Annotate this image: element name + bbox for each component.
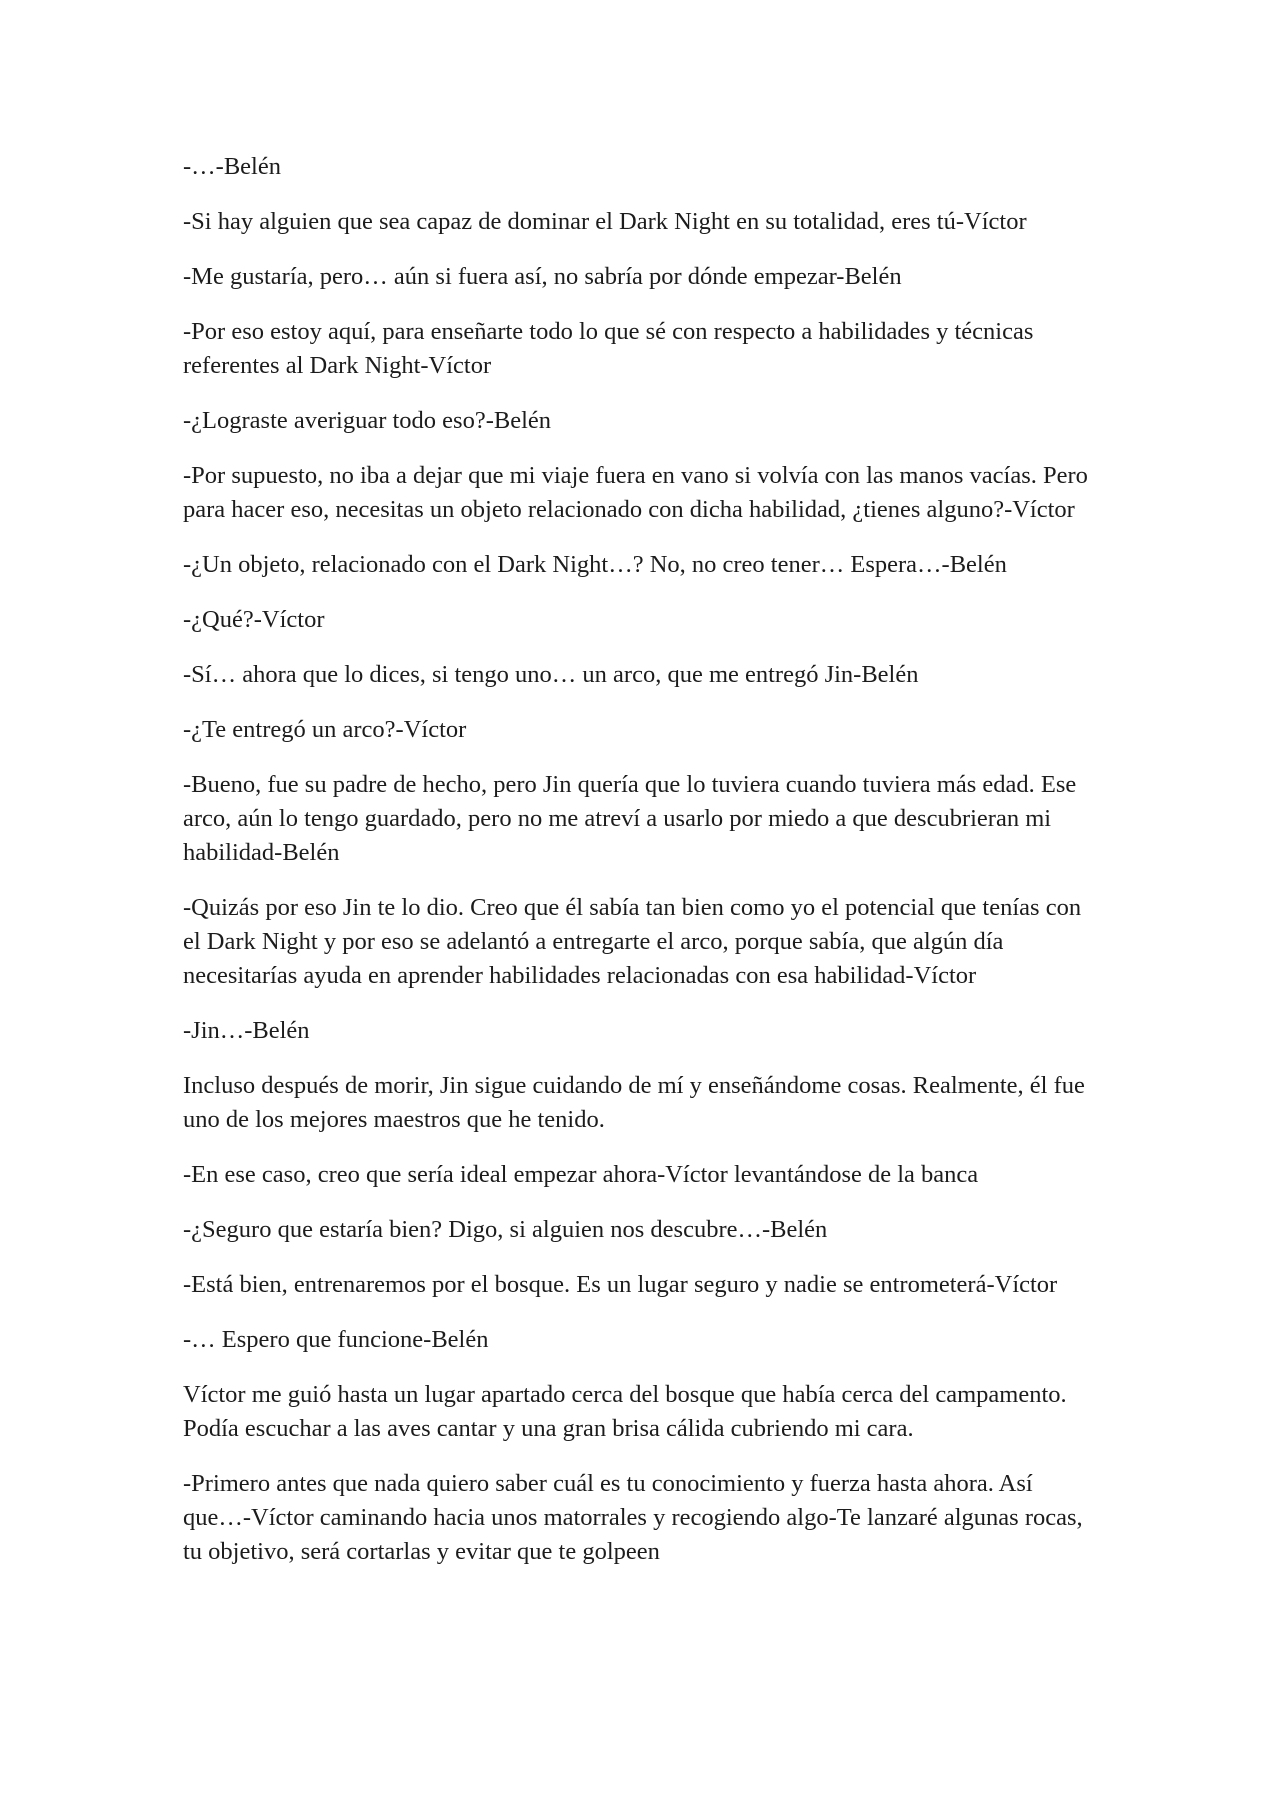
paragraph: -Está bien, entrenaremos por el bosque. Es un lugar seguro y nadie se entrometerá-Víctor bbox=[183, 1271, 1058, 1298]
paragraph: -Primero antes que nada quiero saber cuál es tu conocimiento y fuerza hasta ahora. Así que…-Víctor caminando hacia unos matorrales y recogiendo algo-Te lanzaré algunas rocas, tu objetivo, será cortarlas y evitar que te golpeen bbox=[183, 1470, 1083, 1565]
paragraph: -… Espero que funcione-Belén bbox=[183, 1326, 489, 1353]
paragraph: -¿Un objeto, relacionado con el Dark Night…? No, no creo tener… Espera…-Belén bbox=[183, 551, 1007, 578]
paragraph: -¿Te entregó un arco?-Víctor bbox=[183, 716, 467, 743]
paragraph: -Me gustaría, pero… aún si fuera así, no sabría por dónde empezar-Belén bbox=[183, 263, 902, 290]
paragraph: -Por supuesto, no iba a dejar que mi viaje fuera en vano si volvía con las manos vacías. Pero para hacer eso, necesitas un objeto relacionado con dicha habilidad, ¿tienes alguno?-Víctor bbox=[183, 462, 1088, 523]
paragraph: -Por eso estoy aquí, para enseñarte todo lo que sé con respecto a habilidades y técnicas referentes al Dark Night-Víctor bbox=[183, 318, 1034, 379]
paragraph: -Quizás por eso Jin te lo dio. Creo que él sabía tan bien como yo el potencial que tenías con el Dark Night y por eso se adelantó a entregarte el arco, porque sabía, que algún día necesitarías ayuda en aprender habilidades relacionadas con esa habilidad-Víctor bbox=[183, 894, 1082, 989]
paragraph: -Si hay alguien que sea capaz de dominar el Dark Night en su totalidad, eres tú-Víctor bbox=[183, 208, 1027, 235]
paragraph: -Sí… ahora que lo dices, si tengo uno… un arco, que me entregó Jin-Belén bbox=[183, 661, 919, 688]
paragraph: -En ese caso, creo que sería ideal empezar ahora-Víctor levantándose de la banca bbox=[183, 1161, 979, 1188]
paragraph: -…-Belén bbox=[183, 153, 281, 180]
paragraph: Víctor me guió hasta un lugar apartado cerca del bosque que había cerca del campamento. Podía escuchar a las aves cantar y una gran brisa cálida cubriendo mi cara. bbox=[183, 1381, 1067, 1442]
paragraph: -¿Lograste averiguar todo eso?-Belén bbox=[183, 407, 552, 434]
paragraph: -¿Seguro que estaría bien? Digo, si alguien nos descubre…-Belén bbox=[183, 1216, 828, 1243]
paragraph: -Bueno, fue su padre de hecho, pero Jin quería que lo tuviera cuando tuviera más edad. Ese arco, aún lo tengo guardado, pero no me atreví a usarlo por miedo a que descubrieran mi habilidad-Belén bbox=[183, 771, 1077, 866]
paragraph: Incluso después de morir, Jin sigue cuidando de mí y enseñándome cosas. Realmente, él fue uno de los mejores maestros que he tenido. bbox=[183, 1072, 1085, 1133]
paragraph: -¿Qué?-Víctor bbox=[183, 606, 325, 633]
paragraph: -Jin…-Belén bbox=[183, 1017, 310, 1044]
document-body bbox=[183, 150, 1103, 1590]
